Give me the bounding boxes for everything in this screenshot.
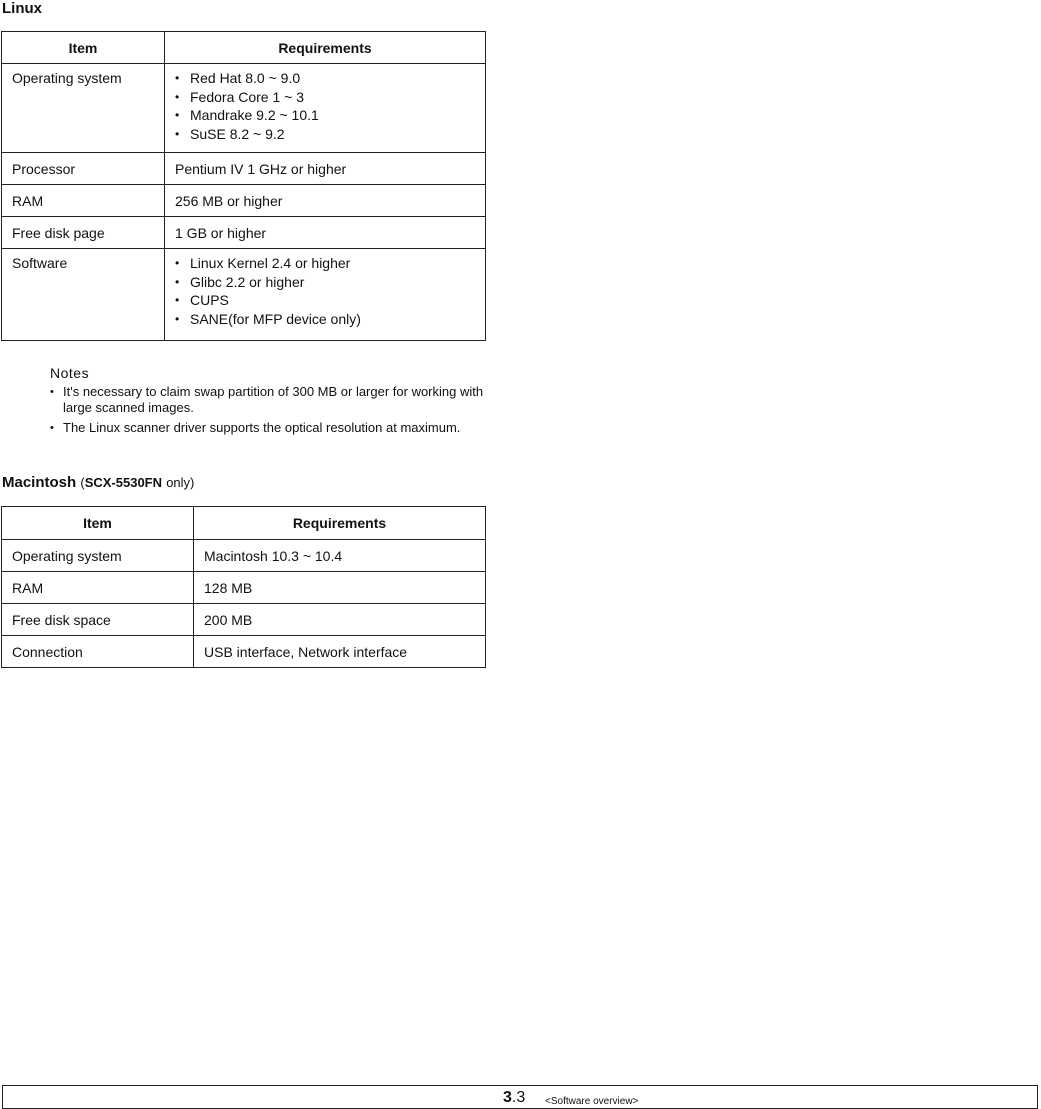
list-item: • SuSE 8.2 ~ 9.2 — [175, 125, 475, 144]
mac-item-ram: RAM — [2, 572, 194, 604]
linux-section-title: Linux — [2, 0, 42, 17]
linux-req-software — [165, 249, 486, 341]
linux-header-requirements: Requirements — [165, 32, 486, 64]
table-row — [2, 217, 486, 249]
list-item: • CUPS — [175, 291, 475, 310]
note-item: • It's necessary to claim swap partition of 300 MB or larger for working with large scanned images. — [48, 384, 488, 416]
table-row — [2, 540, 486, 572]
list-item: • Red Hat 8.0 ~ 9.0 — [175, 69, 475, 88]
mac-requirements-table — [1, 506, 486, 668]
mac-header-requirements: Requirements — [194, 507, 486, 540]
list-item: • Mandrake 9.2 ~ 10.1 — [175, 106, 475, 125]
linux-item-os: Operating system — [2, 64, 165, 153]
page-number — [503, 1090, 525, 1106]
linux-item-ram: RAM — [2, 185, 165, 217]
mac-model: SCX-5530FN — [84, 475, 163, 490]
linux-header-item: Item — [2, 32, 165, 64]
linux-item-software: Software — [2, 249, 165, 341]
page-minor: .3 — [511, 1089, 526, 1106]
table-row — [2, 185, 486, 217]
list-item: • Linux Kernel 2.4 or higher — [175, 254, 475, 273]
linux-requirements-table — [1, 31, 486, 341]
list-item: • Glibc 2.2 or higher — [175, 273, 475, 292]
linux-req-disk: 1 GB or higher — [165, 217, 486, 249]
notes-block — [48, 364, 488, 440]
linux-req-ram: 256 MB or higher — [165, 185, 486, 217]
table-row — [2, 249, 486, 341]
table-row — [2, 153, 486, 185]
mac-header-item: Item — [2, 507, 194, 540]
list-item: • SANE(for MFP device only) — [175, 310, 475, 329]
linux-item-disk: Free disk page — [2, 217, 165, 249]
mac-section-title — [2, 474, 194, 492]
page-major: 3 — [503, 1089, 512, 1106]
table-row — [2, 572, 486, 604]
linux-item-processor: Processor — [2, 153, 165, 185]
paren-open: ( — [80, 475, 85, 490]
mac-req-disk: 200 MB — [194, 604, 486, 636]
mac-suffix: only — [166, 475, 191, 490]
list-item: • Fedora Core 1 ~ 3 — [175, 88, 475, 107]
mac-item-os: Operating system — [2, 540, 194, 572]
linux-req-processor: Pentium IV 1 GHz or higher — [165, 153, 486, 185]
mac-req-connection: USB interface, Network interface — [194, 636, 486, 668]
table-row — [2, 636, 486, 668]
note-item: • The Linux scanner driver supports the optical resolution at maximum. — [48, 420, 488, 436]
mac-item-connection: Connection — [2, 636, 194, 668]
notes-title: Notes — [50, 365, 90, 381]
mac-item-disk: Free disk space — [2, 604, 194, 636]
footer-section-label: <Software overview> — [545, 1096, 639, 1107]
mac-req-os: Macintosh 10.3 ~ 10.4 — [194, 540, 486, 572]
linux-req-os — [165, 64, 486, 153]
mac-title: Macintosh — [2, 474, 77, 491]
table-row — [2, 64, 486, 153]
mac-req-ram: 128 MB — [194, 572, 486, 604]
table-row — [2, 604, 486, 636]
paren-close: ) — [190, 475, 195, 490]
